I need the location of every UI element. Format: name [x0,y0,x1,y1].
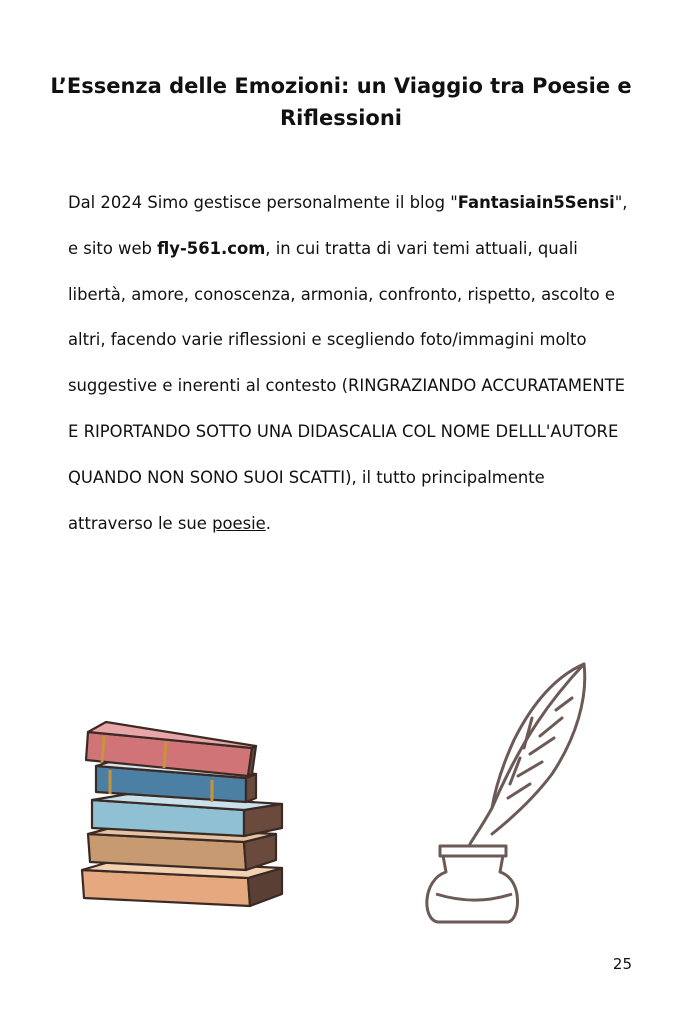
page-number: 25 [612,955,632,973]
poesie-link[interactable]: poesie [212,513,266,533]
page-title: L’Essenza delle Emozioni: un Viaggio tra Poesie e Riflessioni [50,74,632,130]
quill-inkwell-illustration [412,658,598,928]
paragraph-text-2: ", e sito web [68,193,628,258]
body-paragraph [68,180,628,546]
paragraph-text-1: Dal 2024 Simo gestisce personalmente il blog " [68,193,458,212]
books-stack-illustration [76,718,290,908]
paragraph-text-4: . [265,513,271,533]
blog-name: Fantasiain5Sensi [457,193,615,212]
paragraph-text-3: , in cui tratta di vari temi attuali, quali libertà, amore, conoscenza, armonia, confronto, rispetto, ascolto e altri, facendo varie riflessioni e scegliendo foto/immagini molto suggestive e inerenti al contesto (RINGRAZIANDO ACCURATAMENTE E RIPORTANDO SOTTO UNA DIDASCALIA COL NOME DELLL'AUTORE QUANDO NON SONO SUOI SCATTI), il tutto principalmente attraverso le sue [68,238,625,533]
website-name: fly-561.com [157,238,266,258]
